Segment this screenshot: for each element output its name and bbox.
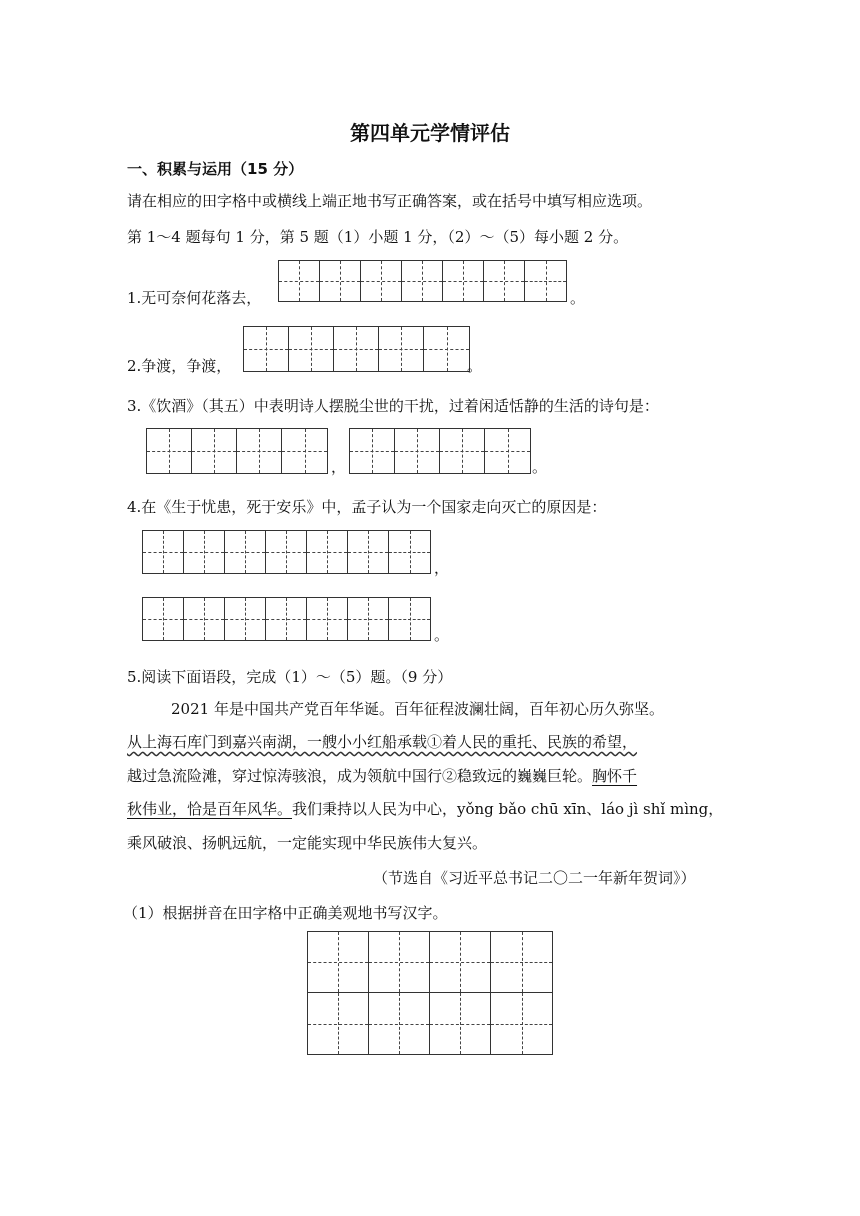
passage-line-4-text: 我们秉持以人民为中心，yǒng bǎo chū xīn、láo jì shǐ mìng， (292, 800, 724, 818)
q3-comma: ， (331, 458, 347, 476)
q4-answer-grid-1[interactable] (142, 530, 431, 574)
passage-line-1: 2021 年是中国共产党百年华诞。百年征程波澜壮阔，百年初心历久弥坚。 (171, 700, 664, 718)
page-title: 第四单元学情评估 (350, 121, 510, 145)
passage-underlined-end: 秋伟业，恰是百年风华。 (127, 800, 293, 818)
q4-end-punct: 。 (434, 626, 450, 644)
passage-line-3 (127, 765, 637, 786)
q5-sub1-answer-grid[interactable] (307, 931, 553, 1055)
q1-answer-grid[interactable] (278, 260, 567, 302)
q5-sub1-prompt: （1）根据拼音在田字格中正确美观地书写汉字。 (123, 904, 448, 922)
passage-line-4 (127, 798, 723, 819)
q2-prompt: 2.争渡，争渡， (127, 357, 232, 375)
q5-prompt: 5.阅读下面语段，完成（1）～（5）题。（9 分） (127, 668, 453, 686)
q4-comma: ， (434, 559, 450, 577)
passage-source: （节选自《习近平总书记二〇二一年新年贺词》） (373, 869, 696, 887)
passage-line-3-text: 越过急流险滩，穿过惊涛骇浪，成为领航中国行②稳致远的巍巍巨轮。 (127, 767, 593, 785)
q2-answer-grid[interactable] (243, 326, 470, 372)
q3-answer-grid-2[interactable] (349, 428, 531, 474)
q2-end-punct: 。 (467, 357, 483, 375)
q4-answer-grid-2[interactable] (142, 597, 431, 641)
passage-line-2: 从上海石库门到嘉兴南湖，一艘小小红船承载①着人民的重托、民族的希望， (127, 733, 638, 751)
q3-answer-grid-1[interactable] (146, 428, 328, 474)
q1-end-punct: 。 (570, 289, 586, 307)
q3-prompt: 3.《饮酒》（其五）中表明诗人摆脱尘世的干扰，过着闲适恬静的生活的诗句是： (127, 397, 659, 415)
q1-prompt: 1.无可奈何花落去， (127, 289, 262, 307)
passage-underlined-start: 胸怀千 (592, 767, 638, 785)
section-heading: 一、积累与运用（15 分） (127, 160, 304, 178)
passage-line-5: 乘风破浪、扬帆远航，一定能实现中华民族伟大复兴。 (127, 834, 488, 852)
q4-prompt: 4.在《生于忧患，死于安乐》中，孟子认为一个国家走向灭亡的原因是： (127, 498, 607, 516)
instruction-line-2: 第 1～4 题每句 1 分，第 5 题（1）小题 1 分，（2）～（5）每小题 2 分。 (127, 228, 629, 246)
q3-end-punct: 。 (532, 458, 548, 476)
instruction-line-1: 请在相应的田字格中或横线上端正地书写正确答案，或在括号中填写相应选项。 (127, 192, 653, 210)
